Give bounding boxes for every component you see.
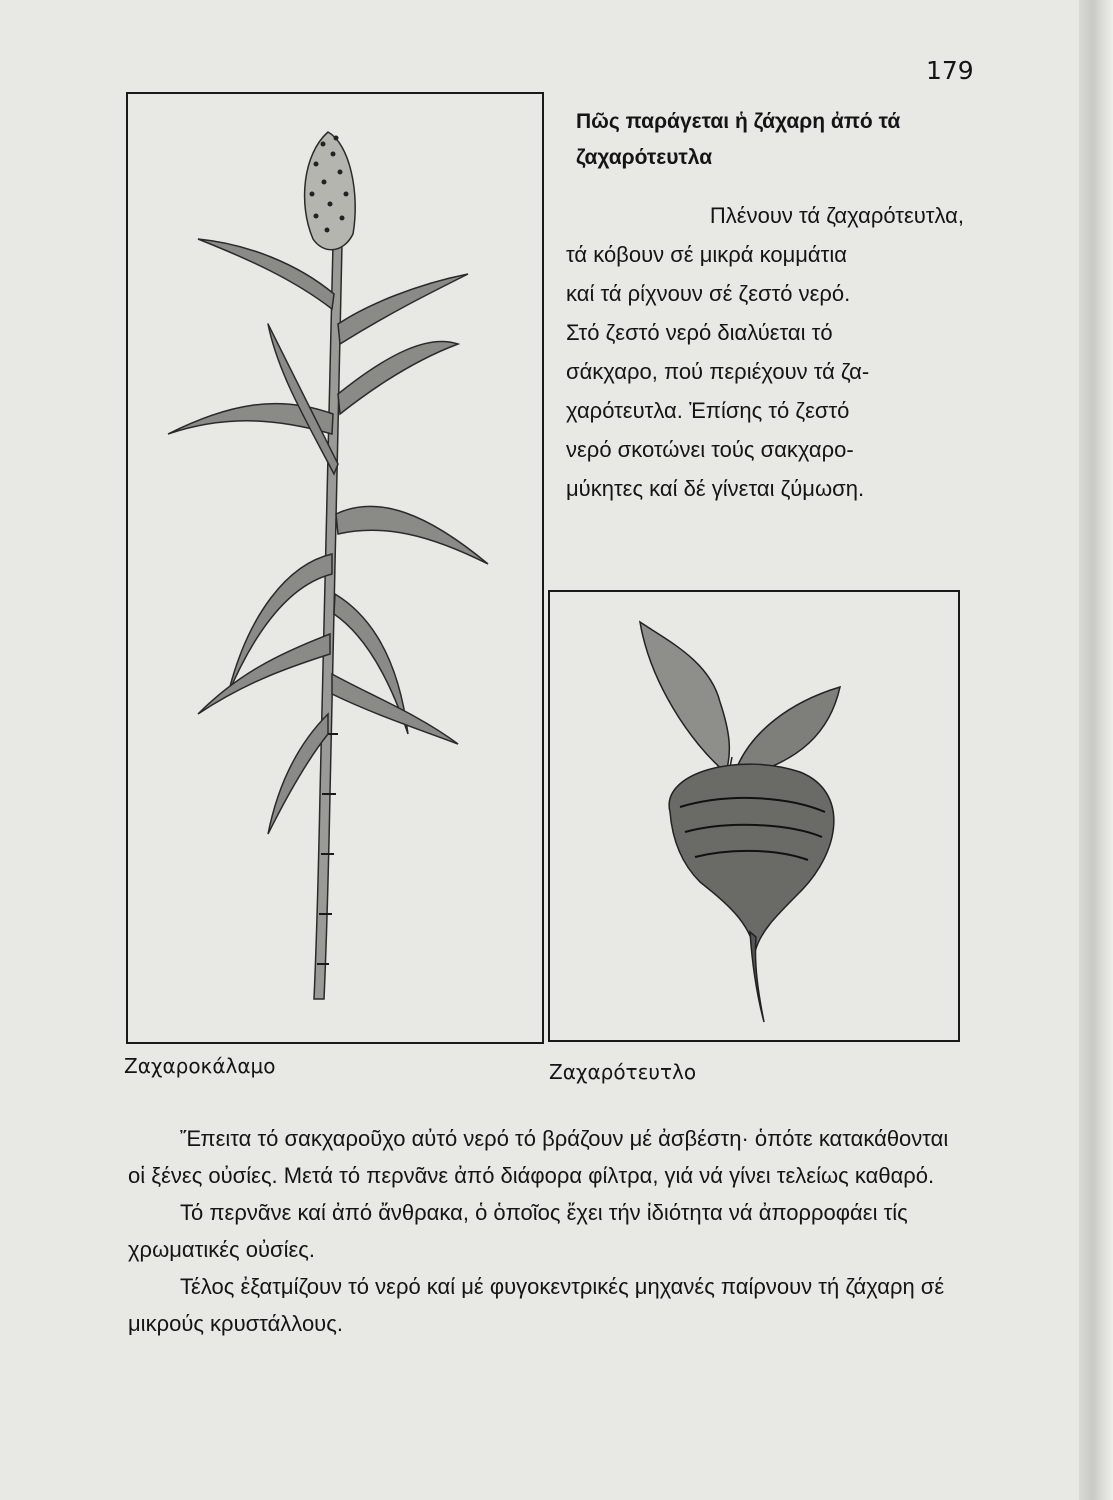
heading-line-2: ζαχαρότευτλα [576, 146, 713, 169]
sugarbeet-illustration [550, 592, 958, 1040]
body-paragraph-2: Τό περνᾶνε καί ἀπό ἄνθρακα, ὁ ὁποῖος ἔχει τήν ἰδιότητα νά ἀπορροφάει τίς χρωματικές οὐσίες. [128, 1200, 908, 1262]
page-number: 179 [926, 56, 974, 85]
intro-line: Στό ζεστό νερό διαλύεται τό [566, 320, 833, 345]
sugarcane-caption: Ζαχαροκάλαμο [124, 1054, 276, 1078]
intro-line: Πλένουν τά ζαχαρότευτλα, [709, 203, 964, 228]
intro-line: χαρότευτλα. Ἐπίσης τό ζεστό [566, 398, 850, 423]
sugarcane-illustration [128, 94, 542, 1042]
intro-line: σάκχαρο, πού περιέχουν τά ζα- [566, 359, 870, 384]
body-text [128, 1120, 958, 1342]
sugarbeet-figure [548, 590, 960, 1042]
heading-line-1: Πῶς παράγεται ἡ ζάχαρη ἀπό τά [576, 110, 901, 133]
sugarbeet-caption: Ζαχαρότευτλο [549, 1060, 697, 1084]
section-heading [576, 104, 976, 176]
page-edge-shadow [1079, 0, 1113, 1500]
intro-paragraph [566, 196, 964, 508]
intro-line: μύκητες καί δέ γίνεται ζύμωση. [566, 476, 865, 501]
intro-line: καί τά ρίχνουν σέ ζεστό νερό. [566, 281, 851, 306]
intro-line: νερό σκοτώνει τούς σακχαρο- [566, 437, 854, 462]
intro-line: τά κόβουν σέ μικρά κομμάτια [566, 242, 847, 267]
body-paragraph-3: Τέλος ἐξατμίζουν τό νερό καί μέ φυγοκεντρικές μηχανές παίρνουν τή ζάχαρη σέ μικρούς κρυστάλλους. [128, 1274, 945, 1336]
sugarcane-figure [126, 92, 544, 1044]
body-paragraph-1: Ἔπειτα τό σακχαροῦχο αὐτό νερό τό βράζουν μέ ἀσβέστη· ὁπότε κατακάθονται οἱ ξένες οὐσίες. Μετά τό περνᾶνε ἀπό διάφορα φίλτρα, γιά νά γίνει τελείως καθαρό. [128, 1126, 949, 1188]
